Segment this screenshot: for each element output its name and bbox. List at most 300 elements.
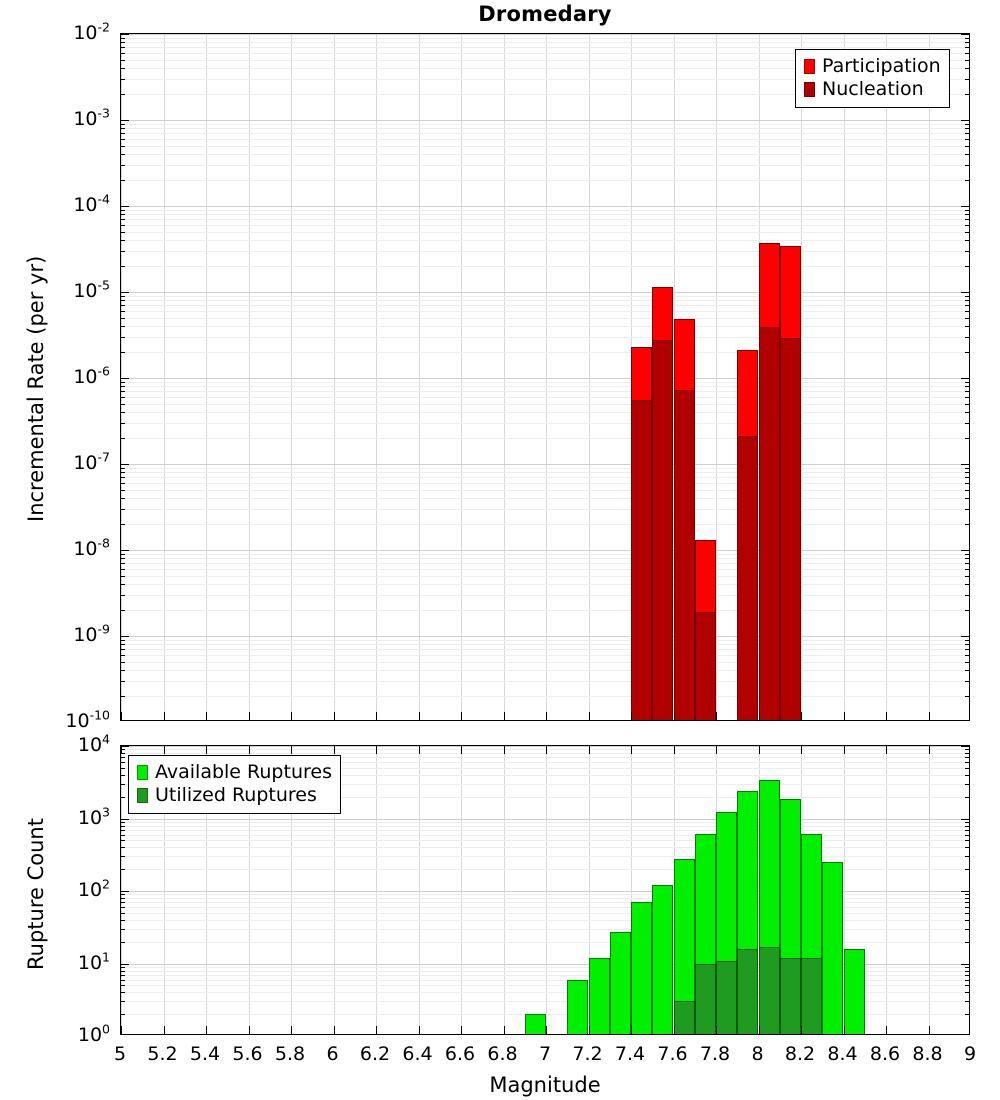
gridline-vertical (929, 746, 930, 1034)
tick-mark (886, 1026, 887, 1034)
gridline-horizontal-minor (121, 337, 969, 338)
tick-mark-minor (965, 509, 969, 510)
bar-utilized-ruptures (695, 964, 716, 1036)
gridline-vertical (121, 34, 122, 720)
tick-mark (121, 464, 129, 465)
bar-nucleation (695, 612, 716, 721)
tick-mark (929, 746, 930, 754)
gridline-horizontal-minor (121, 296, 969, 297)
gridline-horizontal-minor (121, 386, 969, 387)
tick-mark-minor (121, 1001, 125, 1002)
legend-incremental-rate (795, 49, 950, 108)
tick-mark-minor (121, 929, 125, 930)
tick-mark-minor (121, 847, 125, 848)
tick-mark (419, 746, 420, 754)
tick-mark-minor (965, 640, 969, 641)
tick-mark-minor (965, 397, 969, 398)
gridline-vertical (461, 746, 462, 1034)
tick-mark-minor (121, 826, 125, 827)
tick-mark-minor (965, 898, 969, 899)
tick-mark-minor (121, 902, 125, 903)
tick-mark-minor (121, 509, 125, 510)
tick-mark-minor (121, 94, 125, 95)
gridline-vertical (461, 34, 462, 720)
tick-mark (929, 712, 930, 720)
gridline-horizontal-minor (121, 640, 969, 641)
bar-utilized-ruptures (737, 949, 758, 1035)
tick-mark-minor (965, 240, 969, 241)
tick-mark (961, 206, 969, 207)
bar-available-ruptures (652, 885, 673, 1035)
tick-mark (461, 1026, 462, 1034)
tick-mark-minor (121, 942, 125, 943)
gridline-horizontal-minor (121, 554, 969, 555)
tick-mark-minor (965, 971, 969, 972)
tick-mark-minor (121, 60, 125, 61)
tick-mark (759, 712, 760, 720)
gridline-horizontal-minor (121, 856, 969, 857)
tick-mark-minor (965, 318, 969, 319)
gridline-horizontal-minor (121, 826, 969, 827)
tick-mark-minor (965, 412, 969, 413)
tick-mark (121, 746, 129, 747)
bar-utilized-ruptures (716, 961, 737, 1036)
tick-mark-minor (121, 696, 125, 697)
tick-mark-minor (965, 490, 969, 491)
tick-mark-minor (121, 404, 125, 405)
gridline-horizontal-minor (121, 840, 969, 841)
tick-mark (121, 964, 129, 965)
gridline-horizontal-minor (121, 219, 969, 220)
tick-mark-minor (121, 318, 125, 319)
tick-mark (504, 712, 505, 720)
tick-mark-minor (121, 219, 125, 220)
x-tick-label: 5 (113, 1043, 127, 1065)
y-axis-title-rupture-count: Rupture Count (24, 818, 48, 970)
tick-mark (121, 819, 129, 820)
bar-available-ruptures (822, 862, 843, 1035)
tick-mark-minor (965, 133, 969, 134)
gridline-horizontal-minor (121, 146, 969, 147)
y-axis-title-incremental-rate: Incremental Rate (per yr) (24, 255, 48, 522)
tick-mark-minor (965, 584, 969, 585)
tick-mark (419, 712, 420, 720)
tick-mark-minor (965, 826, 969, 827)
tick-mark-minor (965, 992, 969, 993)
tick-mark (334, 1026, 335, 1034)
tick-mark-minor (965, 913, 969, 914)
tick-mark (801, 712, 802, 720)
x-tick-label: 8.8 (912, 1043, 943, 1065)
gridline-horizontal-minor (121, 524, 969, 525)
legend-label-nucleation: Nucleation (822, 78, 924, 100)
tick-mark-minor (121, 210, 125, 211)
tick-mark (631, 746, 632, 754)
bar-utilized-ruptures (674, 1001, 695, 1035)
incremental-rate-plot-area (121, 34, 969, 720)
x-tick-label: 5.2 (147, 1043, 178, 1065)
gridline-horizontal-minor (121, 490, 969, 491)
tick-mark-minor (121, 300, 125, 301)
tick-mark-minor (965, 472, 969, 473)
tick-mark-minor (965, 68, 969, 69)
tick-mark-minor (965, 822, 969, 823)
tick-mark (961, 550, 969, 551)
gridline-horizontal-minor (121, 696, 969, 697)
tick-mark-minor (121, 670, 125, 671)
gridline-horizontal-minor (121, 305, 969, 306)
y-tick-label: $10^{-7}$ (73, 449, 110, 474)
tick-mark-minor (121, 124, 125, 125)
tick-mark-minor (121, 38, 125, 39)
bar-nucleation (737, 436, 758, 721)
gridline-vertical (419, 34, 420, 720)
tick-mark (961, 746, 969, 747)
bar-available-ruptures (567, 980, 588, 1035)
bar-nucleation (631, 400, 652, 721)
tick-mark-minor (965, 894, 969, 895)
gridline-vertical (121, 746, 122, 1034)
x-tick-label: 8.2 (784, 1043, 816, 1065)
tick-mark-minor (121, 980, 125, 981)
tick-mark-minor (121, 610, 125, 611)
tick-mark-minor (121, 584, 125, 585)
tick-mark-minor (965, 1014, 969, 1015)
tick-mark-minor (965, 569, 969, 570)
gridline-horizontal-minor (121, 644, 969, 645)
tick-mark-minor (965, 681, 969, 682)
tick-mark-minor (121, 128, 125, 129)
gridline-horizontal-minor (121, 649, 969, 650)
gridline-horizontal-minor (121, 835, 969, 836)
tick-mark-minor (965, 124, 969, 125)
tick-mark-minor (121, 146, 125, 147)
x-tick-label: 8.6 (869, 1043, 901, 1065)
bar-available-ruptures (589, 958, 610, 1035)
tick-mark (844, 746, 845, 754)
tick-mark (589, 712, 590, 720)
gridline-vertical (886, 34, 887, 720)
y-tick-label: $10^{-5}$ (73, 277, 110, 302)
tick-mark (206, 1026, 207, 1034)
tick-mark-minor (121, 894, 125, 895)
gridline-horizontal-minor (121, 670, 969, 671)
tick-mark (419, 1026, 420, 1034)
gridline-horizontal (121, 819, 969, 820)
tick-mark (164, 712, 165, 720)
tick-mark-minor (965, 753, 969, 754)
tick-mark (121, 292, 129, 293)
tick-mark (589, 746, 590, 754)
tick-mark-minor (965, 696, 969, 697)
tick-mark-minor (965, 232, 969, 233)
tick-mark-minor (121, 386, 125, 387)
bar-utilized-ruptures (759, 947, 780, 1035)
tick-mark-minor (965, 907, 969, 908)
gridline-vertical (546, 34, 547, 720)
tick-mark-minor (965, 38, 969, 39)
gridline-horizontal (121, 206, 969, 207)
y-tick-label: $10^{-4}$ (73, 191, 110, 216)
gridline-horizontal-minor (121, 477, 969, 478)
tick-mark (249, 746, 250, 754)
x-tick-label: 6.4 (402, 1043, 433, 1065)
tick-mark (291, 712, 292, 720)
x-axis-title-magnitude: Magnitude (489, 1073, 601, 1097)
tick-mark-minor (121, 483, 125, 484)
tick-mark (249, 1026, 250, 1034)
gridline-vertical (376, 746, 377, 1034)
gridline-horizontal-minor (121, 318, 969, 319)
tick-mark-minor (121, 1014, 125, 1015)
tick-mark-minor (965, 53, 969, 54)
x-tick-label: 7.8 (699, 1043, 731, 1065)
legend-item-nucleation (804, 78, 941, 101)
gridline-horizontal-minor (121, 240, 969, 241)
tick-mark-minor (965, 266, 969, 267)
tick-mark (164, 1026, 165, 1034)
legend-swatch-nucleation (804, 82, 815, 97)
tick-mark-minor (121, 53, 125, 54)
gridline-vertical (334, 34, 335, 720)
tick-mark-minor (965, 180, 969, 181)
tick-mark (716, 1026, 717, 1034)
tick-mark-minor (121, 640, 125, 641)
tick-mark-minor (121, 165, 125, 166)
tick-mark (376, 746, 377, 754)
gridline-horizontal-minor (121, 165, 969, 166)
tick-mark (886, 712, 887, 720)
legend-swatch-participation (804, 59, 815, 74)
tick-mark (961, 292, 969, 293)
tick-mark-minor (965, 311, 969, 312)
tick-mark-minor (121, 412, 125, 413)
tick-mark-minor (965, 762, 969, 763)
tick-mark-minor (121, 423, 125, 424)
gridline-vertical (376, 34, 377, 720)
tick-mark (121, 891, 129, 892)
tick-mark-minor (965, 985, 969, 986)
x-tick-label: 7.2 (572, 1043, 603, 1065)
tick-mark-minor (121, 898, 125, 899)
tick-mark-minor (121, 337, 125, 338)
tick-mark (376, 712, 377, 720)
gridline-horizontal-minor (121, 225, 969, 226)
gridline-vertical (716, 34, 717, 720)
tick-mark-minor (965, 382, 969, 383)
x-tick-label: 6.6 (444, 1043, 476, 1065)
tick-mark-minor (121, 305, 125, 306)
legend-label-participation: Participation (822, 55, 941, 77)
bar-utilized-ruptures (780, 958, 801, 1035)
tick-mark-minor (121, 498, 125, 499)
tick-mark-minor (121, 232, 125, 233)
tick-mark-minor (965, 165, 969, 166)
y-tick-label: $10^0$ (77, 1021, 110, 1046)
tick-mark-minor (121, 554, 125, 555)
gridline-vertical (249, 34, 250, 720)
tick-mark-minor (121, 856, 125, 857)
tick-mark (334, 746, 335, 754)
tick-mark-minor (965, 300, 969, 301)
bar-available-ruptures (844, 949, 865, 1035)
legend-label-utilized-ruptures: Utilized Ruptures (155, 784, 317, 806)
tick-mark-minor (965, 768, 969, 769)
tick-mark-minor (121, 985, 125, 986)
tick-mark-minor (121, 920, 125, 921)
gridline-vertical (504, 746, 505, 1034)
tick-mark-minor (965, 595, 969, 596)
tick-mark-minor (121, 971, 125, 972)
gridline-horizontal-minor (121, 311, 969, 312)
gridline-horizontal-minor (121, 655, 969, 656)
tick-mark (249, 712, 250, 720)
gridline-vertical (164, 34, 165, 720)
y-tick-label: $10^1$ (77, 949, 110, 974)
tick-mark (121, 120, 129, 121)
gridline-vertical (589, 34, 590, 720)
tick-mark-minor (965, 386, 969, 387)
y-tick-label: $10^{-9}$ (73, 621, 110, 646)
x-tick-label: 8 (751, 1043, 764, 1065)
tick-mark-minor (121, 240, 125, 241)
x-tick-label: 9 (963, 1043, 977, 1065)
gridline-horizontal-minor (121, 352, 969, 353)
gridline-vertical (801, 34, 802, 720)
gridline-vertical (546, 746, 547, 1034)
tick-mark-minor (121, 68, 125, 69)
gridline-horizontal-minor (121, 232, 969, 233)
gridline-horizontal-minor (121, 38, 969, 39)
tick-mark-minor (121, 784, 125, 785)
gridline-horizontal-minor (121, 569, 969, 570)
tick-mark (961, 120, 969, 121)
x-tick-label: 7.4 (614, 1043, 646, 1065)
legend-swatch-utilized-ruptures (137, 788, 148, 803)
tick-mark (674, 712, 675, 720)
tick-mark (589, 1026, 590, 1034)
gridline-horizontal-minor (121, 595, 969, 596)
tick-mark-minor (965, 128, 969, 129)
tick-mark (164, 746, 165, 754)
x-tick-label: 5.6 (232, 1043, 263, 1065)
tick-mark-minor (965, 655, 969, 656)
tick-mark-minor (121, 907, 125, 908)
tick-mark-minor (965, 929, 969, 930)
tick-mark-minor (965, 305, 969, 306)
tick-mark-minor (121, 797, 125, 798)
gridline-horizontal (121, 292, 969, 293)
tick-mark (121, 636, 129, 637)
gridline-horizontal (121, 550, 969, 551)
gridline-horizontal-minor (121, 498, 969, 499)
gridline-vertical (504, 34, 505, 720)
tick-mark-minor (121, 649, 125, 650)
tick-mark-minor (121, 139, 125, 140)
tick-mark (631, 712, 632, 720)
tick-mark-minor (965, 210, 969, 211)
legend-item-participation (804, 55, 941, 78)
tick-mark-minor (965, 326, 969, 327)
x-tick-label: 8.4 (827, 1043, 858, 1065)
tick-mark (121, 746, 122, 754)
tick-mark (334, 712, 335, 720)
tick-mark-minor (121, 225, 125, 226)
gridline-horizontal-minor (121, 830, 969, 831)
tick-mark-minor (965, 835, 969, 836)
bar-nucleation (780, 338, 801, 721)
tick-mark-minor (965, 391, 969, 392)
tick-mark-minor (965, 797, 969, 798)
tick-mark (801, 746, 802, 754)
tick-mark-minor (965, 662, 969, 663)
tick-mark (674, 1026, 675, 1034)
tick-mark-minor (121, 768, 125, 769)
tick-mark-minor (121, 992, 125, 993)
gridline-horizontal-minor (121, 382, 969, 383)
gridline-horizontal-minor (121, 610, 969, 611)
tick-mark-minor (965, 468, 969, 469)
tick-mark-minor (965, 438, 969, 439)
tick-mark-minor (965, 214, 969, 215)
gridline-horizontal-minor (121, 558, 969, 559)
tick-mark (961, 636, 969, 637)
tick-mark (674, 746, 675, 754)
tick-mark-minor (965, 251, 969, 252)
incremental-rate-plot (120, 33, 970, 721)
tick-mark (376, 1026, 377, 1034)
tick-mark-minor (121, 563, 125, 564)
tick-mark-minor (121, 154, 125, 155)
gridline-horizontal-minor (121, 509, 969, 510)
gridline-horizontal-minor (121, 124, 969, 125)
y-tick-label: $10^{-8}$ (73, 535, 110, 560)
gridline-horizontal-minor (121, 391, 969, 392)
tick-mark-minor (965, 79, 969, 80)
tick-mark-minor (965, 920, 969, 921)
tick-mark (291, 746, 292, 754)
tick-mark-minor (965, 847, 969, 848)
tick-mark-minor (121, 595, 125, 596)
gridline-vertical (206, 34, 207, 720)
tick-mark-minor (965, 94, 969, 95)
tick-mark-minor (965, 146, 969, 147)
x-tick-label: 5.4 (189, 1043, 221, 1065)
y-tick-label: $10^4$ (77, 731, 110, 756)
tick-mark-minor (121, 47, 125, 48)
tick-mark-minor (121, 655, 125, 656)
y-tick-label: $10^2$ (77, 876, 110, 901)
gridline-vertical (929, 34, 930, 720)
tick-mark-minor (121, 251, 125, 252)
tick-mark-minor (121, 840, 125, 841)
gridline-horizontal (121, 34, 969, 35)
gridline-horizontal-minor (121, 210, 969, 211)
tick-mark-minor (121, 822, 125, 823)
tick-mark-minor (121, 869, 125, 870)
tick-mark (121, 1026, 122, 1034)
gridline-horizontal-minor (121, 662, 969, 663)
tick-mark (121, 206, 129, 207)
tick-mark (546, 746, 547, 754)
tick-mark (121, 712, 122, 720)
tick-mark-minor (121, 438, 125, 439)
gridline-horizontal (121, 636, 969, 637)
tick-mark-minor (965, 554, 969, 555)
tick-mark-minor (121, 472, 125, 473)
tick-mark (504, 1026, 505, 1034)
tick-mark (631, 1026, 632, 1034)
